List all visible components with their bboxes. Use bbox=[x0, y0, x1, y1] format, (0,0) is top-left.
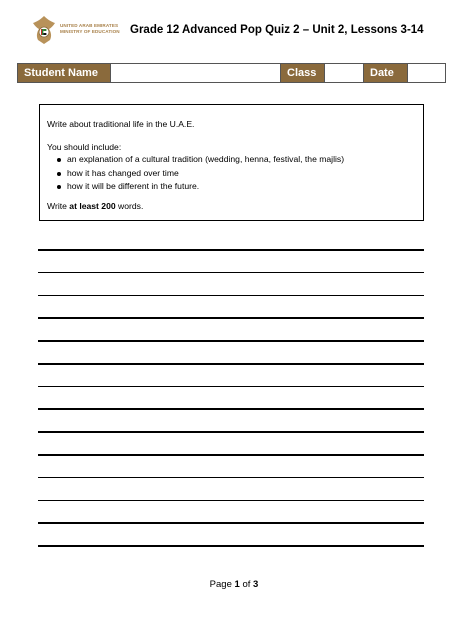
answer-line[interactable] bbox=[38, 500, 424, 502]
answer-line[interactable] bbox=[38, 295, 424, 297]
word-count-instruction bbox=[47, 201, 417, 212]
writing-prompt-box bbox=[39, 104, 424, 221]
include-heading: You should include: bbox=[47, 142, 122, 152]
ministry-line-1: UNITED ARAB EMIRATES bbox=[60, 23, 119, 28]
student-name-field[interactable] bbox=[111, 64, 281, 82]
answer-line[interactable] bbox=[38, 386, 424, 388]
total-pages: 3 bbox=[253, 579, 259, 590]
page-word: Page bbox=[209, 579, 232, 590]
answer-line[interactable] bbox=[38, 431, 424, 433]
ministry-name bbox=[60, 23, 120, 35]
page-title: Grade 12 Advanced Pop Quiz 2 – Unit 2, Lessons 3-14 bbox=[130, 24, 424, 36]
of-word: of bbox=[242, 579, 251, 590]
header bbox=[30, 14, 440, 48]
answer-line[interactable] bbox=[38, 249, 424, 251]
answer-line[interactable] bbox=[38, 363, 424, 365]
requirement-item: an explanation of a cultural tradition (wedding, henna, festival, the majlis) bbox=[47, 153, 417, 167]
answer-line[interactable] bbox=[38, 272, 424, 274]
ministry-line-2: MINISTRY OF EDUCATION bbox=[60, 29, 120, 34]
current-page-number: 1 bbox=[234, 579, 240, 590]
answer-line[interactable] bbox=[38, 522, 424, 524]
class-field[interactable] bbox=[325, 64, 364, 82]
answer-line[interactable] bbox=[38, 340, 424, 342]
prompt-intro: Write about traditional life in the U.A.E. bbox=[47, 119, 195, 129]
answer-line[interactable] bbox=[38, 454, 424, 456]
answer-line[interactable] bbox=[38, 545, 424, 547]
word-count-prefix: Write bbox=[47, 200, 70, 211]
date-label: Date bbox=[364, 64, 408, 82]
answer-line[interactable] bbox=[38, 317, 424, 319]
requirements-list bbox=[47, 153, 417, 194]
word-count-suffix: words. bbox=[115, 200, 144, 211]
date-field[interactable] bbox=[408, 64, 445, 82]
page-footer bbox=[0, 579, 468, 590]
class-label: Class bbox=[281, 64, 325, 82]
requirement-item: how it will be different in the future. bbox=[47, 180, 417, 194]
student-name-label: Student Name bbox=[18, 64, 111, 82]
answer-lines[interactable] bbox=[38, 249, 424, 568]
requirement-item: how it has changed over time bbox=[47, 167, 417, 181]
uae-emblem-icon bbox=[30, 14, 58, 46]
word-count-value: at least 200 bbox=[69, 200, 116, 211]
answer-line[interactable] bbox=[38, 408, 424, 410]
student-info-row bbox=[17, 63, 446, 83]
answer-line[interactable] bbox=[38, 477, 424, 479]
